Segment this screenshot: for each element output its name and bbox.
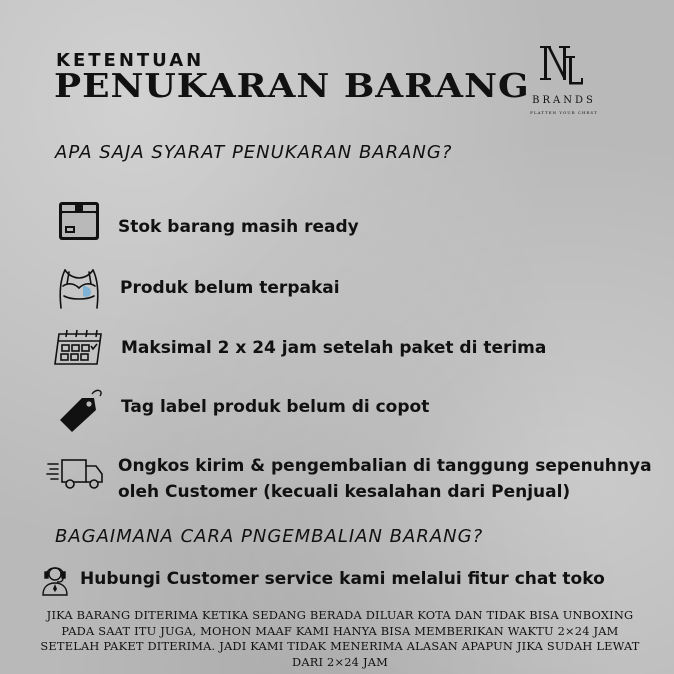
disclaimer-note: JIKA BARANG DITERIMA KETIKA SEDANG BERADA DILUAR KOTA DAN TIDAK BISA UNBOXING PADA SAAT ITU JUGA, MOHON MAAF KAMI HANYA BISA MEMBERIKAN WAKTU 2×24 JAM SETELAH PAKET DITERIMA. JADI KAMI TIDAK MENERIMA ALASAN APAPUN JIKA SUDAH LEWAT DARI 2×24 JAM — [40, 608, 640, 669]
calendar-icon — [53, 328, 103, 368]
delivery-truck-icon — [46, 456, 104, 492]
header-kicker: KETENTUAN — [56, 50, 205, 71]
brand-name: BRANDS — [532, 95, 596, 106]
list-item-line: Ongkos kirim & pengembalian di tanggung sepenuhnya — [118, 456, 652, 476]
list-item: Maksimal 2 x 24 jam setelah paket di terima — [121, 338, 547, 358]
list-item: Hubungi Customer service kami melalui fitur chat toko — [80, 569, 605, 589]
list-item: Tag label produk belum di copot — [121, 397, 430, 417]
brand-logo — [520, 42, 610, 122]
binder-icon — [53, 264, 105, 312]
brand-tagline: FLATTEN YOUR CHEST — [530, 110, 598, 115]
page-title: PENUKARAN BARANG — [54, 67, 530, 105]
list-item: Produk belum terpakai — [120, 278, 340, 298]
box-icon — [57, 200, 101, 242]
list-item: Stok barang masih ready — [118, 217, 359, 237]
brand-monogram-icon — [540, 42, 584, 90]
price-tag-icon — [56, 384, 106, 434]
section-question-requirements: APA SAJA SYARAT PENUKARAN BARANG? — [55, 142, 453, 163]
list-item-line: oleh Customer (kecuali kesalahan dari Penjual) — [118, 482, 571, 502]
customer-service-icon — [40, 562, 70, 596]
list-item — [118, 453, 652, 505]
section-question-return: BAGAIMANA CARA PNGEMBALIAN BARANG? — [55, 526, 484, 547]
